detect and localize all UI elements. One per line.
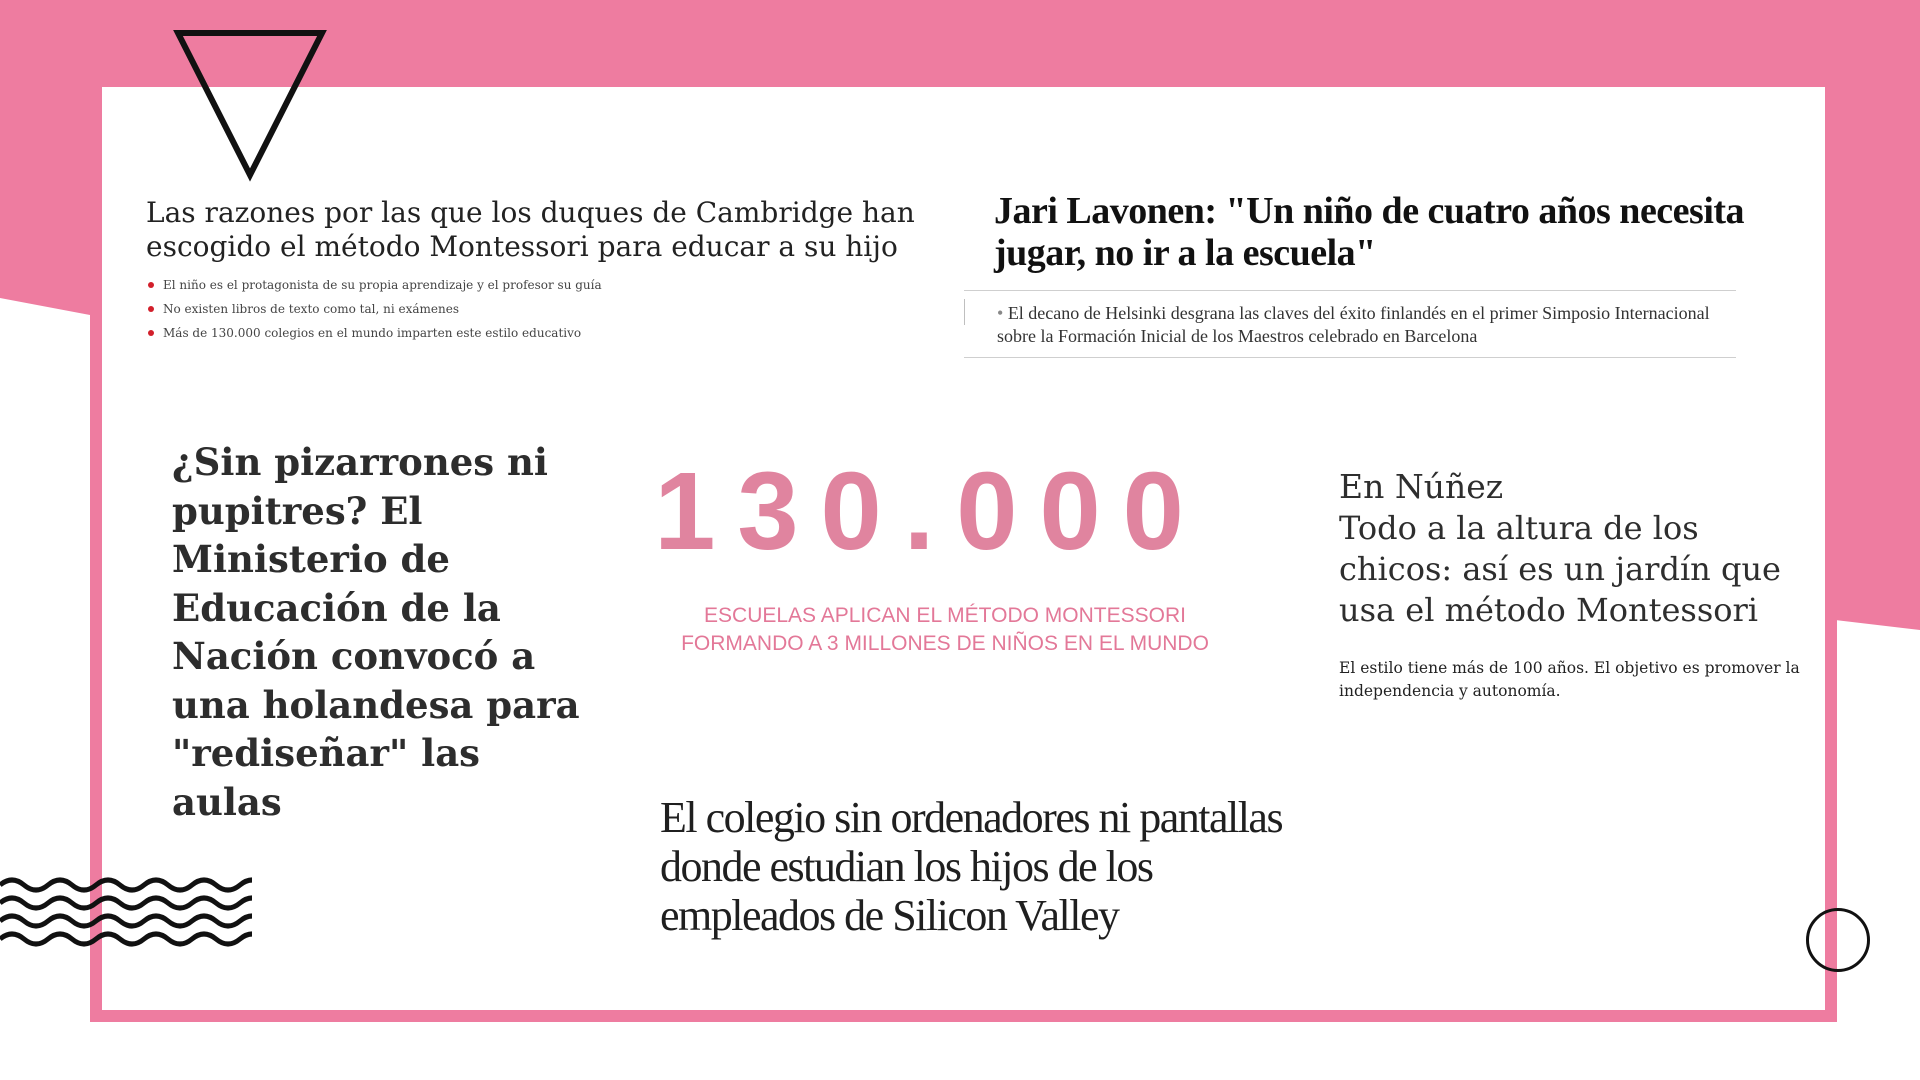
bullet-item: No existen libros de texto como tal, ni exámenes [146, 297, 766, 321]
headline-nunez-source: En Núñez [1339, 467, 1504, 506]
statistic-caption-line-1: ESCUELAS APLICAN EL MÉTODO MONTESSORI [704, 604, 1186, 627]
red-dot-icon [148, 330, 154, 336]
red-dot-icon [148, 282, 154, 288]
statistic-caption [620, 602, 1270, 658]
triangle-outline-icon [170, 25, 330, 185]
headline-nunez-description: El estilo tiene más de 100 años. El objetivo es promover la independencia y autonomía. [1339, 659, 1800, 700]
wavy-lines-icon [0, 875, 252, 947]
headline-lavonen-subtitle: • El decano de Helsinki desgrana las claves del éxito finlandés en el primer Simposio Internacional sobre la Formación Inicial de los Maestros celebrado en Barcelona [997, 303, 1710, 346]
headline-ministerio-title: ¿Sin pizarrones ni pupitres? El Ministerio de Educación de la Nación convocó a una holandesa para "rediseñar" las aulas [172, 440, 580, 824]
headline-lavonen-title: Jari Lavonen: "Un niño de cuatro años necesita jugar, no ir a la escuela" [994, 190, 1745, 274]
headline-cambridge-bullets [146, 273, 766, 345]
headline-lavonen-subtitle-box [964, 290, 1736, 358]
red-dot-icon [148, 306, 154, 312]
headline-cambridge-title: Las razones por las que los duques de Cambridge han escogido el método Montessori para educar a su hijo [146, 196, 915, 263]
statistic-caption-line-2: FORMANDO A 3 MILLONES DE NIÑOS EN EL MUNDO [681, 632, 1209, 655]
bullet-icon: • [997, 303, 1008, 323]
bullet-item: Más de 130.000 colegios en el mundo imparten este estilo educativo [146, 321, 766, 345]
headline-silicon-valley-title: El colegio sin ordenadores ni pantallas donde estudian los hijos de los empleados de Silicon Valley [660, 793, 1283, 940]
circle-outline-icon [1806, 908, 1870, 972]
bullet-item: El niño es el protagonista de su propia aprendizaje y el profesor su guía [146, 273, 766, 297]
statistic-number: 130.000 [654, 450, 1206, 573]
divider [964, 299, 965, 325]
headline-nunez-title: Todo a la altura de los chicos: así es un jardín que usa el método Montessori [1339, 509, 1781, 629]
